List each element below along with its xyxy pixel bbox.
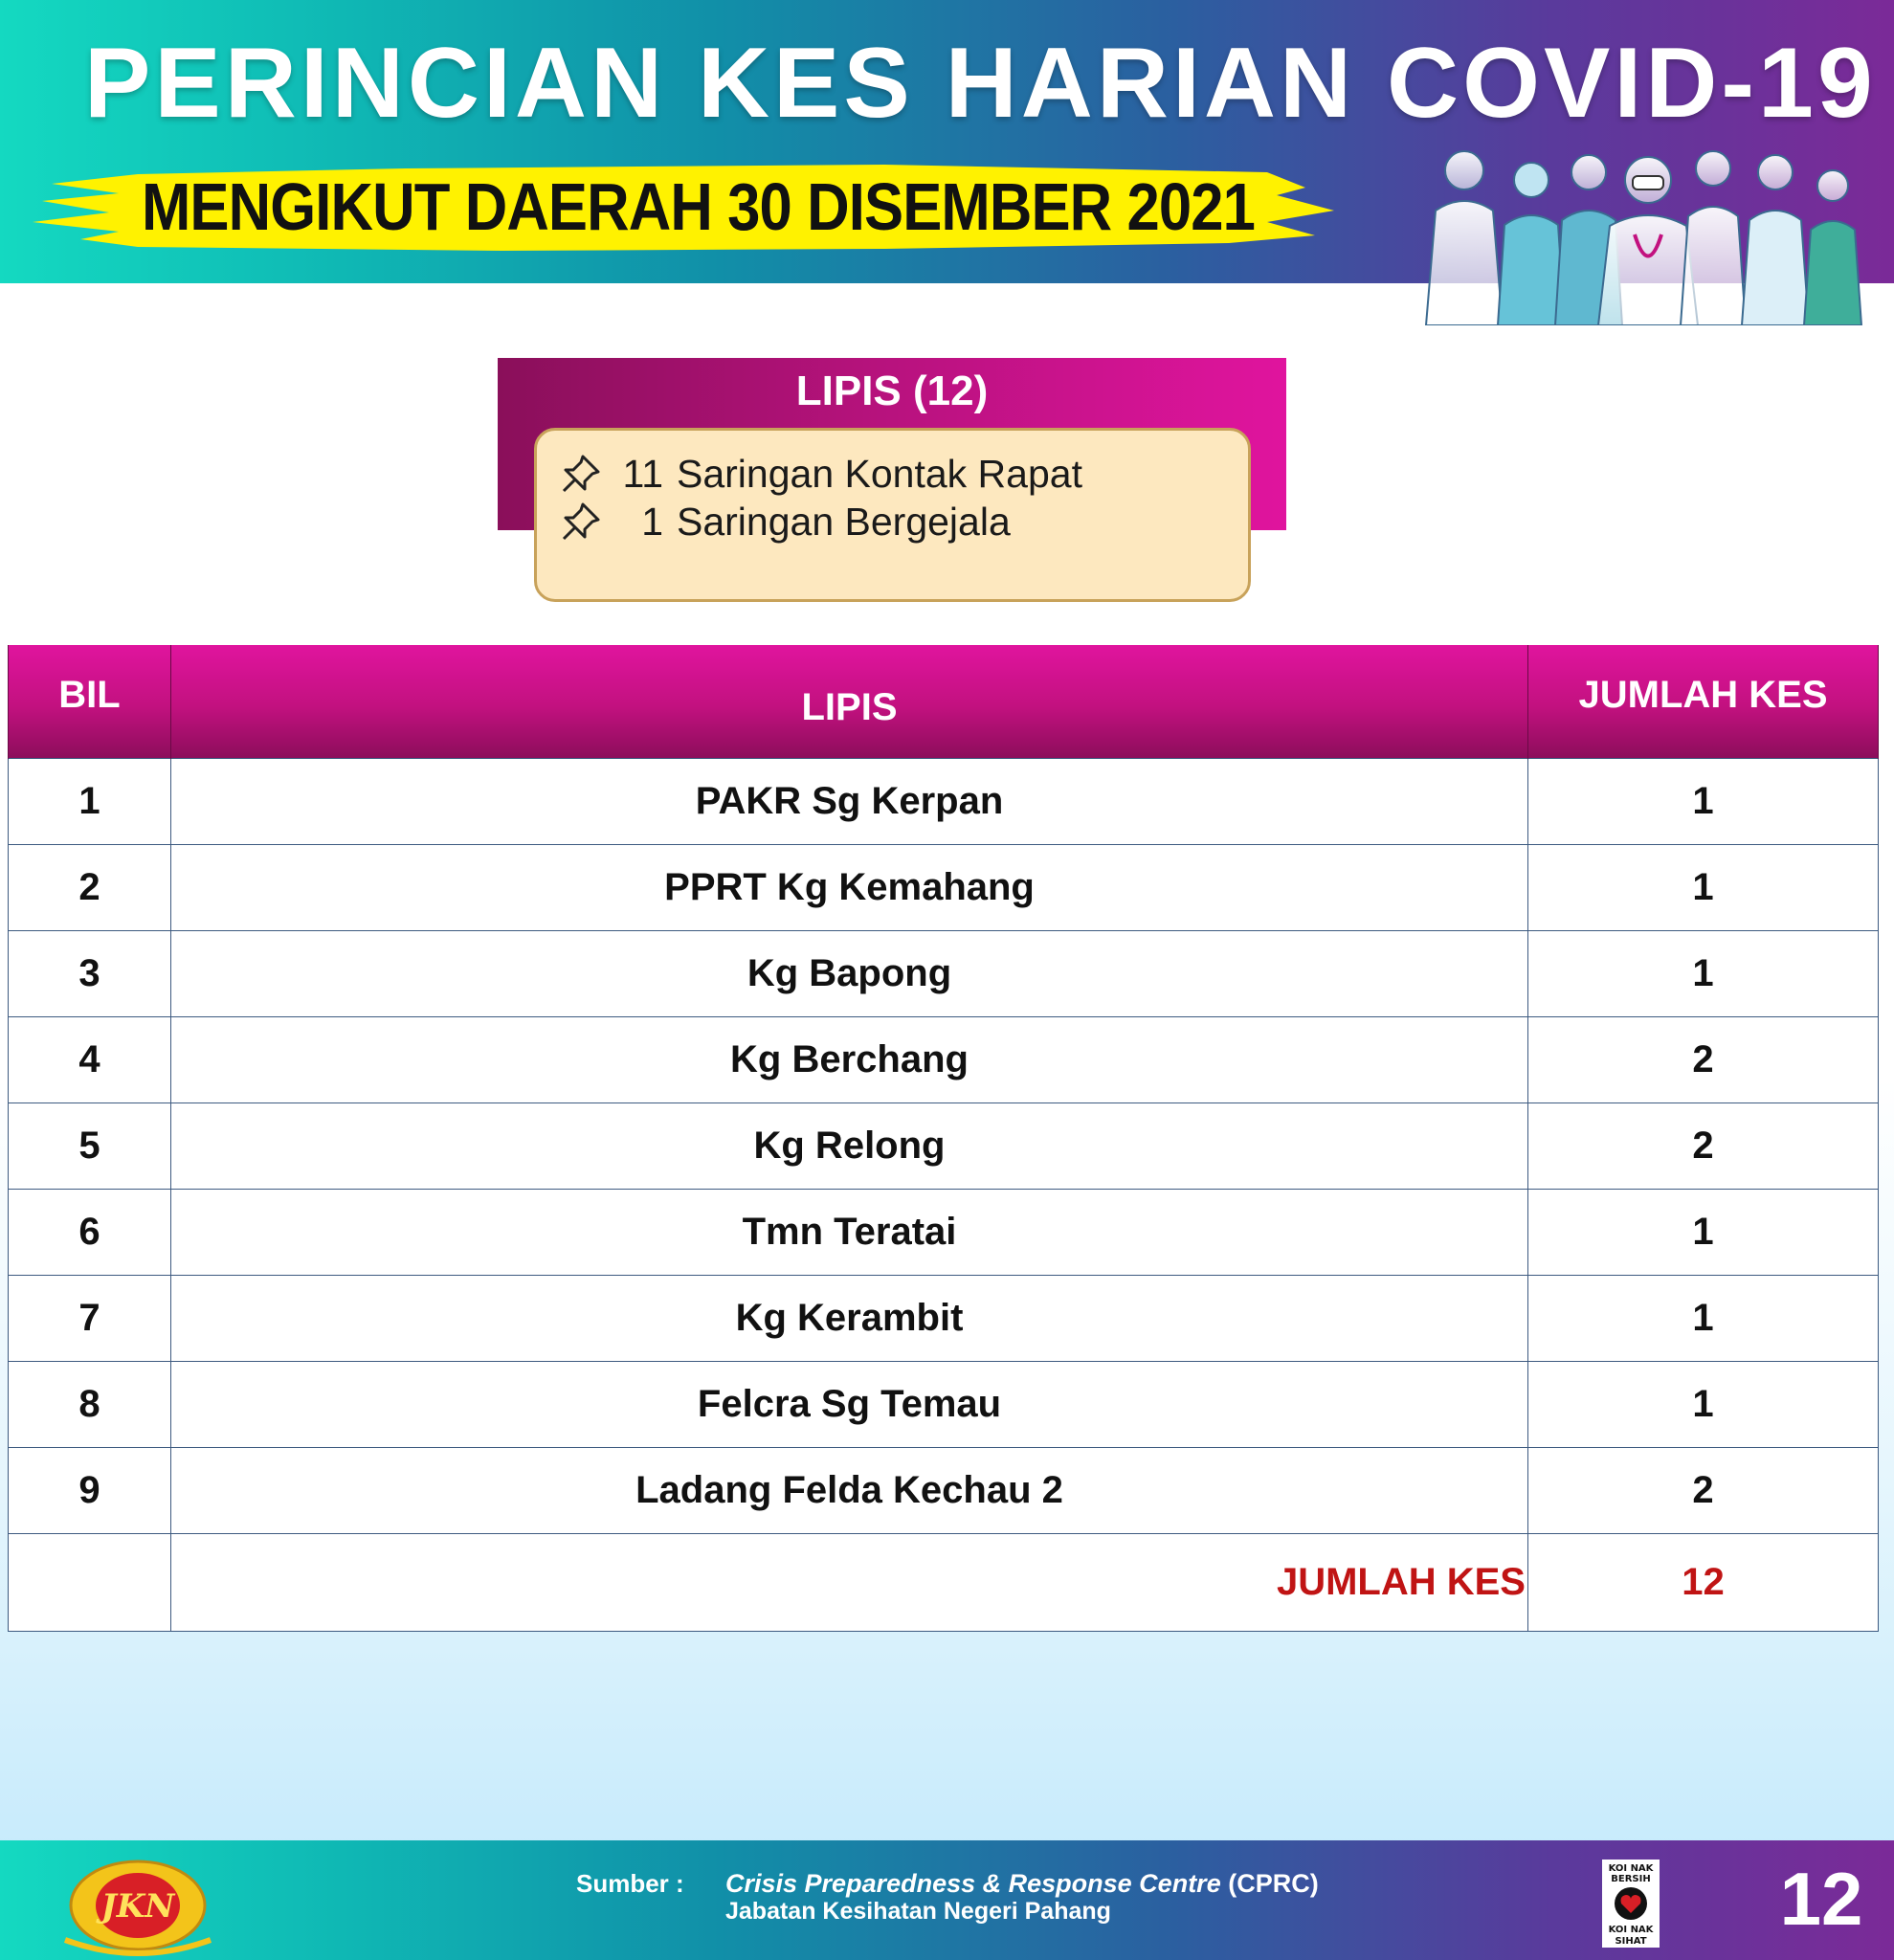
cell-bil: 1 <box>9 758 171 844</box>
source-label: Sumber : <box>576 1869 684 1898</box>
page-number: 12 <box>1779 1857 1863 1941</box>
cell-kes: 2 <box>1528 1447 1879 1533</box>
cell-kes: 1 <box>1528 844 1879 930</box>
cell-lokasi: PAKR Sg Kerpan <box>171 758 1528 844</box>
cell-lokasi: Kg Relong <box>171 1102 1528 1189</box>
cell-kes: 1 <box>1528 758 1879 844</box>
table-row <box>9 1275 1879 1361</box>
page-title: PERINCIAN KES HARIAN COVID-19 <box>84 28 1877 139</box>
table-row <box>9 1447 1879 1533</box>
source-organisation <box>725 1869 1319 1899</box>
cell-kes: 1 <box>1528 1189 1879 1275</box>
breakdown-count: 11 <box>622 451 663 496</box>
cell-lokasi: PPRT Kg Kemahang <box>171 844 1528 930</box>
case-breakdown-box <box>534 428 1251 602</box>
cell-bil: 9 <box>9 1447 171 1533</box>
breakdown-count: 1 <box>641 499 663 544</box>
cell-bil: 6 <box>9 1189 171 1275</box>
cell-empty <box>9 1533 171 1631</box>
table-row <box>9 1102 1879 1189</box>
table-row <box>9 758 1879 844</box>
health-workers-illustration <box>1397 134 1894 325</box>
jkn-logo-text: JKN <box>100 1887 175 1926</box>
cell-bil: 3 <box>9 930 171 1016</box>
koi-nak-sihat-logo <box>1602 1860 1660 1948</box>
cell-kes: 1 <box>1528 1361 1879 1447</box>
breakdown-item <box>558 498 1011 546</box>
cell-kes: 1 <box>1528 930 1879 1016</box>
svg-text:BERSIH: BERSIH <box>1611 1874 1651 1884</box>
cell-lokasi: Kg Bapong <box>171 930 1528 1016</box>
table-row <box>9 1189 1879 1275</box>
source-department: Jabatan Kesihatan Negeri Pahang <box>725 1898 1111 1925</box>
total-label: JUMLAH KES <box>171 1533 1528 1631</box>
column-header-bil: BIL <box>9 645 171 758</box>
source-org-abbr: (CPRC) <box>1228 1869 1319 1898</box>
table-header-row <box>9 645 1879 758</box>
cases-table <box>8 645 1879 1632</box>
pushpin-icon <box>558 451 604 497</box>
cell-lokasi: Kg Berchang <box>171 1016 1528 1102</box>
pushpin-icon <box>558 499 604 545</box>
column-header-jumlah-kes: JUMLAH KES <box>1528 645 1879 758</box>
cell-lokasi: Ladang Felda Kechau 2 <box>171 1447 1528 1533</box>
cell-bil: 8 <box>9 1361 171 1447</box>
table-row <box>9 1016 1879 1102</box>
table-row <box>9 844 1879 930</box>
total-value: 12 <box>1528 1533 1879 1631</box>
cell-bil: 2 <box>9 844 171 930</box>
svg-text:KOI NAK: KOI NAK <box>1608 1925 1654 1935</box>
table-total-row <box>9 1533 1879 1631</box>
cell-lokasi: Tmn Teratai <box>171 1189 1528 1275</box>
cell-kes: 1 <box>1528 1275 1879 1361</box>
column-header-lokasi: LIPIS <box>171 645 1528 758</box>
svg-text:KOI NAK: KOI NAK <box>1608 1863 1654 1874</box>
svg-text:SIHAT: SIHAT <box>1615 1936 1647 1947</box>
footer-banner <box>0 1840 1894 1960</box>
cell-bil: 5 <box>9 1102 171 1189</box>
cell-lokasi: Felcra Sg Temau <box>171 1361 1528 1447</box>
cell-bil: 4 <box>9 1016 171 1102</box>
table-row <box>9 1361 1879 1447</box>
cell-lokasi: Kg Kerambit <box>171 1275 1528 1361</box>
breakdown-label: Saringan Bergejala <box>677 499 1011 544</box>
table-row <box>9 930 1879 1016</box>
header-banner <box>0 0 1894 283</box>
cell-kes: 2 <box>1528 1016 1879 1102</box>
page-subtitle: MENGIKUT DAERAH 30 DISEMBER 2021 <box>142 169 1256 244</box>
cell-kes: 2 <box>1528 1102 1879 1189</box>
cell-bil: 7 <box>9 1275 171 1361</box>
source-org-name: Crisis Preparedness & Response Centre <box>725 1869 1221 1898</box>
breakdown-label: Saringan Kontak Rapat <box>677 451 1082 496</box>
breakdown-item <box>558 450 1082 498</box>
jkn-logo <box>56 1852 220 1957</box>
district-title: LIPIS (12) <box>795 368 989 414</box>
